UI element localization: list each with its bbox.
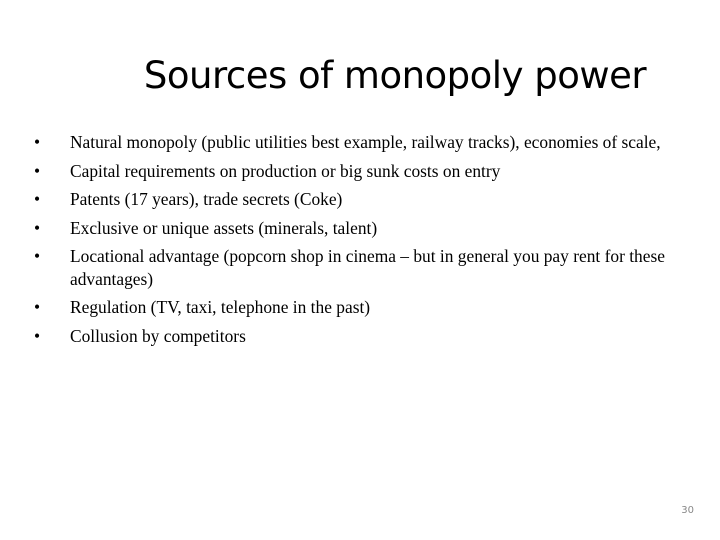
- bullet-text: Exclusive or unique assets (minerals, talent): [70, 217, 378, 238]
- list-item: [30, 245, 690, 290]
- bullet-icon: •: [33, 132, 41, 152]
- list-item: [30, 160, 690, 183]
- bullet-text: Locational advantage (popcorn shop in cinema – but in general you pay rent for these advantages): [70, 246, 665, 289]
- page-number: 30: [681, 505, 694, 516]
- bullet-text: Natural monopoly (public utilities best example, railway tracks), economies of scale,: [70, 132, 661, 152]
- bullet-icon: •: [33, 189, 41, 209]
- bullet-icon: •: [33, 297, 41, 317]
- bullet-icon: •: [33, 160, 41, 181]
- bullet-icon: •: [33, 246, 41, 266]
- list-item: [30, 131, 690, 154]
- bullet-text: Patents (17 years), trade secrets (Coke): [70, 189, 343, 209]
- bullet-icon: •: [33, 325, 41, 346]
- list-item: [30, 296, 690, 319]
- list-item: [30, 325, 690, 348]
- bullet-text: Regulation (TV, taxi, telephone in the past): [70, 297, 371, 317]
- bullet-list: [30, 131, 690, 353]
- slide-title: Sources of monopoly power: [143, 54, 647, 97]
- bullet-text: Capital requirements on production or big sunk costs on entry: [70, 160, 501, 181]
- bullet-text: Collusion by competitors: [70, 325, 246, 346]
- list-item: [30, 217, 690, 240]
- list-item: [30, 188, 690, 211]
- bullet-icon: •: [33, 217, 41, 238]
